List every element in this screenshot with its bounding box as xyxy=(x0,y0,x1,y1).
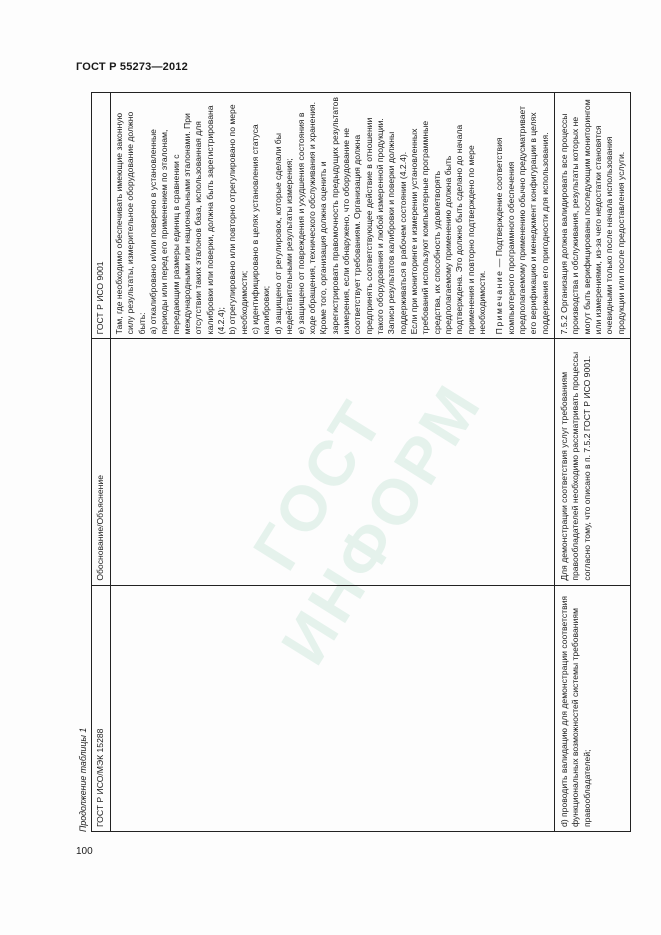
paragraph: c) идентифицировано в целях установления статуса калибровки; xyxy=(250,124,272,335)
table-row xyxy=(111,93,555,832)
table-row xyxy=(555,93,631,832)
table-header-row xyxy=(92,93,111,832)
column-header-justification: Обоснование/Объяснение xyxy=(92,339,111,585)
note-text: — Подтверждение соответствия компьютерного программного обеспечения предполагаемому применению обычно предусматривает его верификацию и менеджмент конфигурации в целях поддержания его пригодности для использования. xyxy=(494,106,550,335)
page-number: 100 xyxy=(76,846,93,857)
paragraph: Записи результатов калибровки и поверки должны поддерживаться в рабочем состоянии (4.2.4). xyxy=(386,131,408,335)
table-cell-empty xyxy=(111,585,555,831)
table-cell-9001-text: 7.5.2 Организация должна валидировать все процессы производства и обслуживания, результаты которых не могут быть верифицированы последующим мониторингом или измерениями, из-за чего недостатки становятся очевидными только после начала использования продукции или после предоставления услуги. xyxy=(555,93,631,339)
table-cell-empty xyxy=(111,339,555,585)
paragraph: Если при мониторинге и измерении установленных требований используют компьютерные программные средства, их способность удовлетворять предполагаемому применению должна быть подтверждена. Это должно быть сделано до начала применения и повторно подтверждено по мере необходимости. xyxy=(408,120,487,335)
paragraph: а) откалибровано и/или поверено в установленные периоды или перед его применением по эталонам, передающим размеры единиц в сравнении с международными или национальными эталонами. При отсутствии таких эталонов база, использованная для калибровки или поверки, должна быть зарегистрирована (4.2.4); xyxy=(148,105,227,335)
column-header-15288: ГОСТ Р ИСО/МЭК 15288 xyxy=(92,585,111,831)
paragraph: d) защищено от регулировок, которые сделали бы недействительными результаты измерения; xyxy=(272,133,295,335)
standard-header: ГОСТ Р 55273—2012 xyxy=(76,61,188,73)
comparison-table xyxy=(91,92,631,832)
paragraph: b) отрегулировано или повторно отрегулировано по мере необходимости; xyxy=(227,104,249,335)
paragraph: e) защищено от повреждения и ухудшения состояния в ходе обращения, технического обслуживания и хранения. xyxy=(295,101,317,335)
table-cell-15288-text: d) проводить валидацию для демонстрации соответствия функциональных возможностей системы требованиям правообладателей; xyxy=(555,585,631,831)
note-label: Примечание xyxy=(494,269,505,335)
rotated-table-content xyxy=(75,92,626,832)
rotated-table-frame xyxy=(75,92,626,832)
table-cell-justification-text: Для демонстрации соответствия услуг требованиям правообладателей необходимо рассматривать процессы согласно тому, что описано в п. 7.5.2 ГОСТ Р ИСО 9001. xyxy=(555,339,631,585)
paragraph: Там, где необходимо обеспечивать имеющие законную силу результаты, измерительное оборудование должно быть: xyxy=(114,111,147,335)
watermark: ГОСТ ИНФОРМ xyxy=(239,370,496,677)
table-cell-9001-text xyxy=(111,93,555,339)
note-paragraph xyxy=(494,97,551,334)
column-header-9001: ГОСТ Р ИСО 9001 xyxy=(92,93,111,339)
table-caption: Продолжение таблицы 1 xyxy=(78,727,88,832)
paragraph: Кроме того, организация должна оценить и зарегистрировать правомочность предыдущих результатов измерения, если обнаружено, что оборудование не соответствует требованиям. Организация должна предпринять соответствующее действие в отношении такого оборудования и любой измеренной продукции. xyxy=(318,97,385,335)
